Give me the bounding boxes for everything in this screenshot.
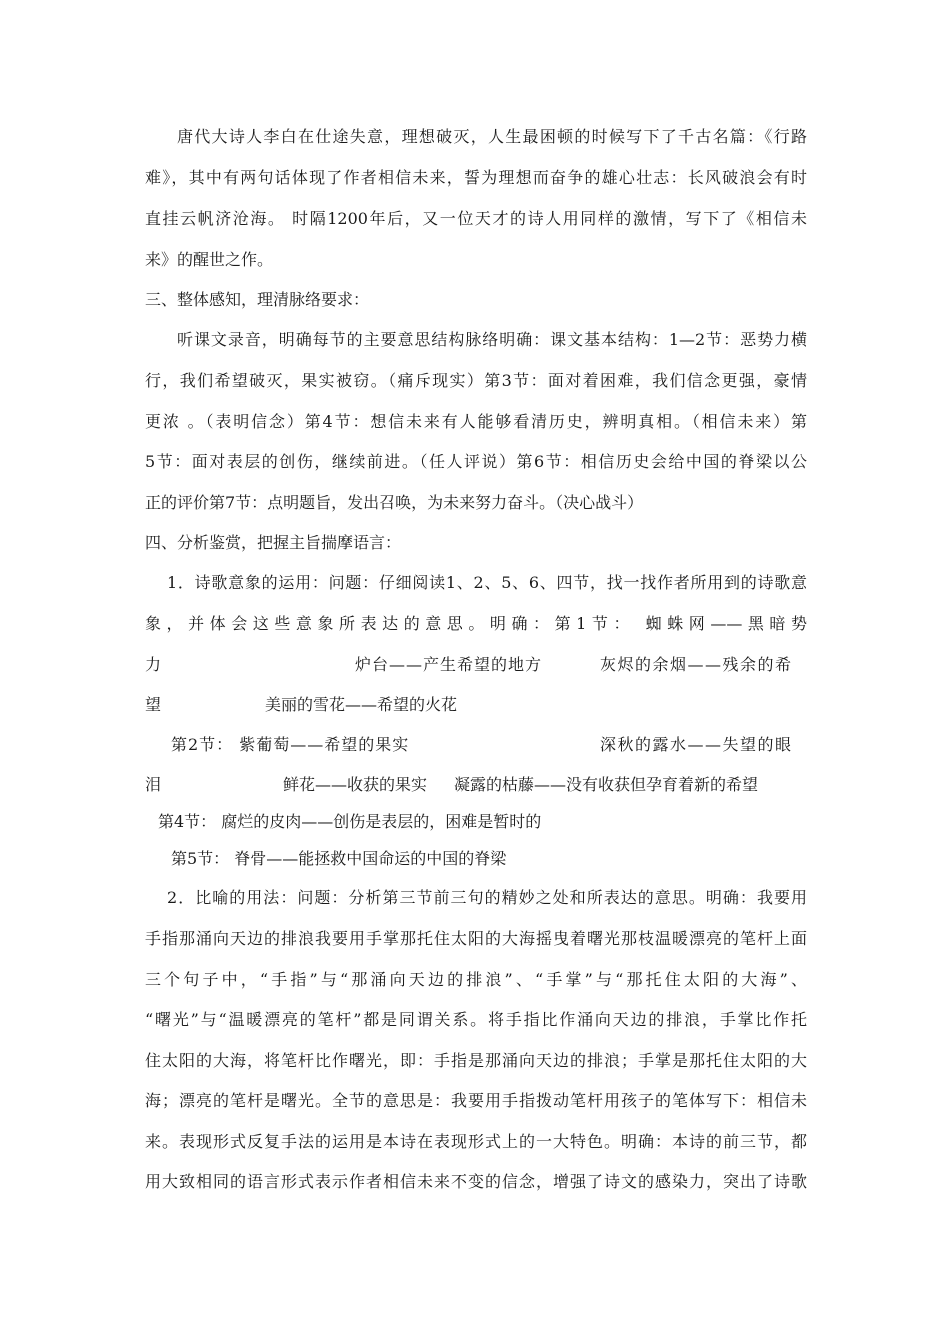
text-line: 来。表现形式反复手法的运用是本诗在表现形式上的一大特色。明确：本诗的前三节，都 — [145, 1132, 807, 1151]
text-line: 更浓 。（表明信念）第4节：想信未来有人能够看清历史，辨明真相。（相信未来）第 — [145, 412, 807, 431]
text-line: 难》，其中有两句话体现了作者相信未来，誓为理想而奋争的雄心壮志：长风破浪会有时 — [145, 168, 807, 187]
imagery-segment: 凝露的枯藤——没有收获但孕育着新的希望 — [454, 775, 759, 794]
text-line: 三个句子中，“手指”与“那涌向天边的排浪”、“手掌”与“那托住太阳的大海”、 — [145, 970, 807, 989]
text-line: 海；漂亮的笔杆是曙光。全节的意思是：我要用手指拨动笔杆用孩子的笔体写下：相信未 — [145, 1091, 807, 1110]
text-line: “曙光”与“温暖漂亮的笔杆”都是同谓关系。将手指比作涌向天边的排浪，手掌比作托 — [145, 1010, 807, 1029]
imagery-segment: 深秋的露水——失望的眼 — [600, 735, 793, 754]
imagery-segment: 第4节： 腐烂的皮肉——创伤是表层的，困难是暂时的 — [158, 812, 542, 831]
text-line: 手指那涌向天边的排浪我要用手掌那托住太阳的大海摇曳着曙光那枝温暖漂亮的笔杆上面 — [145, 929, 807, 948]
imagery-segment: 泪 — [145, 775, 162, 794]
text-line: 2．比喻的用法：问题：分析第三节前三句的精妙之处和所表达的意思。明确：我要用 — [167, 888, 807, 907]
imagery-segment: 力 — [145, 655, 162, 674]
text-line: 行，我们希望破灭，果实被窃。（痛斥现实）第3节：面对着困难，我们信念更强，豪情 — [145, 371, 807, 390]
section-heading: 三、整体感知，理清脉络要求： — [145, 290, 370, 309]
text-line: 听课文录音，明确每节的主要意思结构脉络明确：课文基本结构：1—2节：恶势力横 — [177, 330, 807, 349]
text-line: 来》的醒世之作。 — [145, 250, 274, 269]
text-line: 唐代大诗人李白在仕途失意，理想破灭，人生最困顿的时候写下了千古名篇：《行路 — [177, 127, 807, 146]
text-line: 象，并体会这些意象所表达的意思。明确：第1节： 蜘蛛网——黑暗势 — [145, 614, 807, 633]
imagery-segment: 第2节： 紫葡萄——希望的果实 — [171, 735, 410, 754]
text-line: 住太阳的大海，将笔杆比作曙光，即：手指是那涌向天边的排浪；手掌是那托住太阳的大 — [145, 1051, 807, 1070]
imagery-segment: 美丽的雪花——希望的火花 — [265, 695, 458, 714]
imagery-segment: 炉台——产生希望的地方 — [355, 655, 543, 674]
text-line: 用大致相同的语言形式表示作者相信未来不变的信念，增强了诗文的感染力，突出了诗歌 — [145, 1172, 807, 1191]
imagery-segment: 第5节： 脊骨——能拯救中国命运的中国的脊梁 — [171, 849, 507, 868]
section-heading: 四、分析鉴赏，把握主旨揣摩语言： — [145, 533, 402, 552]
imagery-segment: 望 — [145, 695, 162, 714]
imagery-segment: 灰烬的余烟——残余的希 — [600, 655, 793, 674]
imagery-segment: 鲜花——收获的果实 — [283, 775, 428, 794]
text-line: 5节：面对表层的创伤，继续前进。（任人评说）第6节：相信历史会给中国的脊梁以公 — [145, 452, 807, 471]
text-line: 直挂云帆济沧海。 时隔1200年后，又一位天才的诗人用同样的激情，写下了《相信未 — [145, 209, 807, 228]
text-line: 正的评价第7节：点明题旨，发出召唤，为未来努力奋斗。（决心战斗） — [145, 493, 644, 512]
text-line: 1．诗歌意象的运用：问题：仔细阅读1、2、5、6、四节，找一找作者所用到的诗歌意 — [167, 573, 807, 592]
